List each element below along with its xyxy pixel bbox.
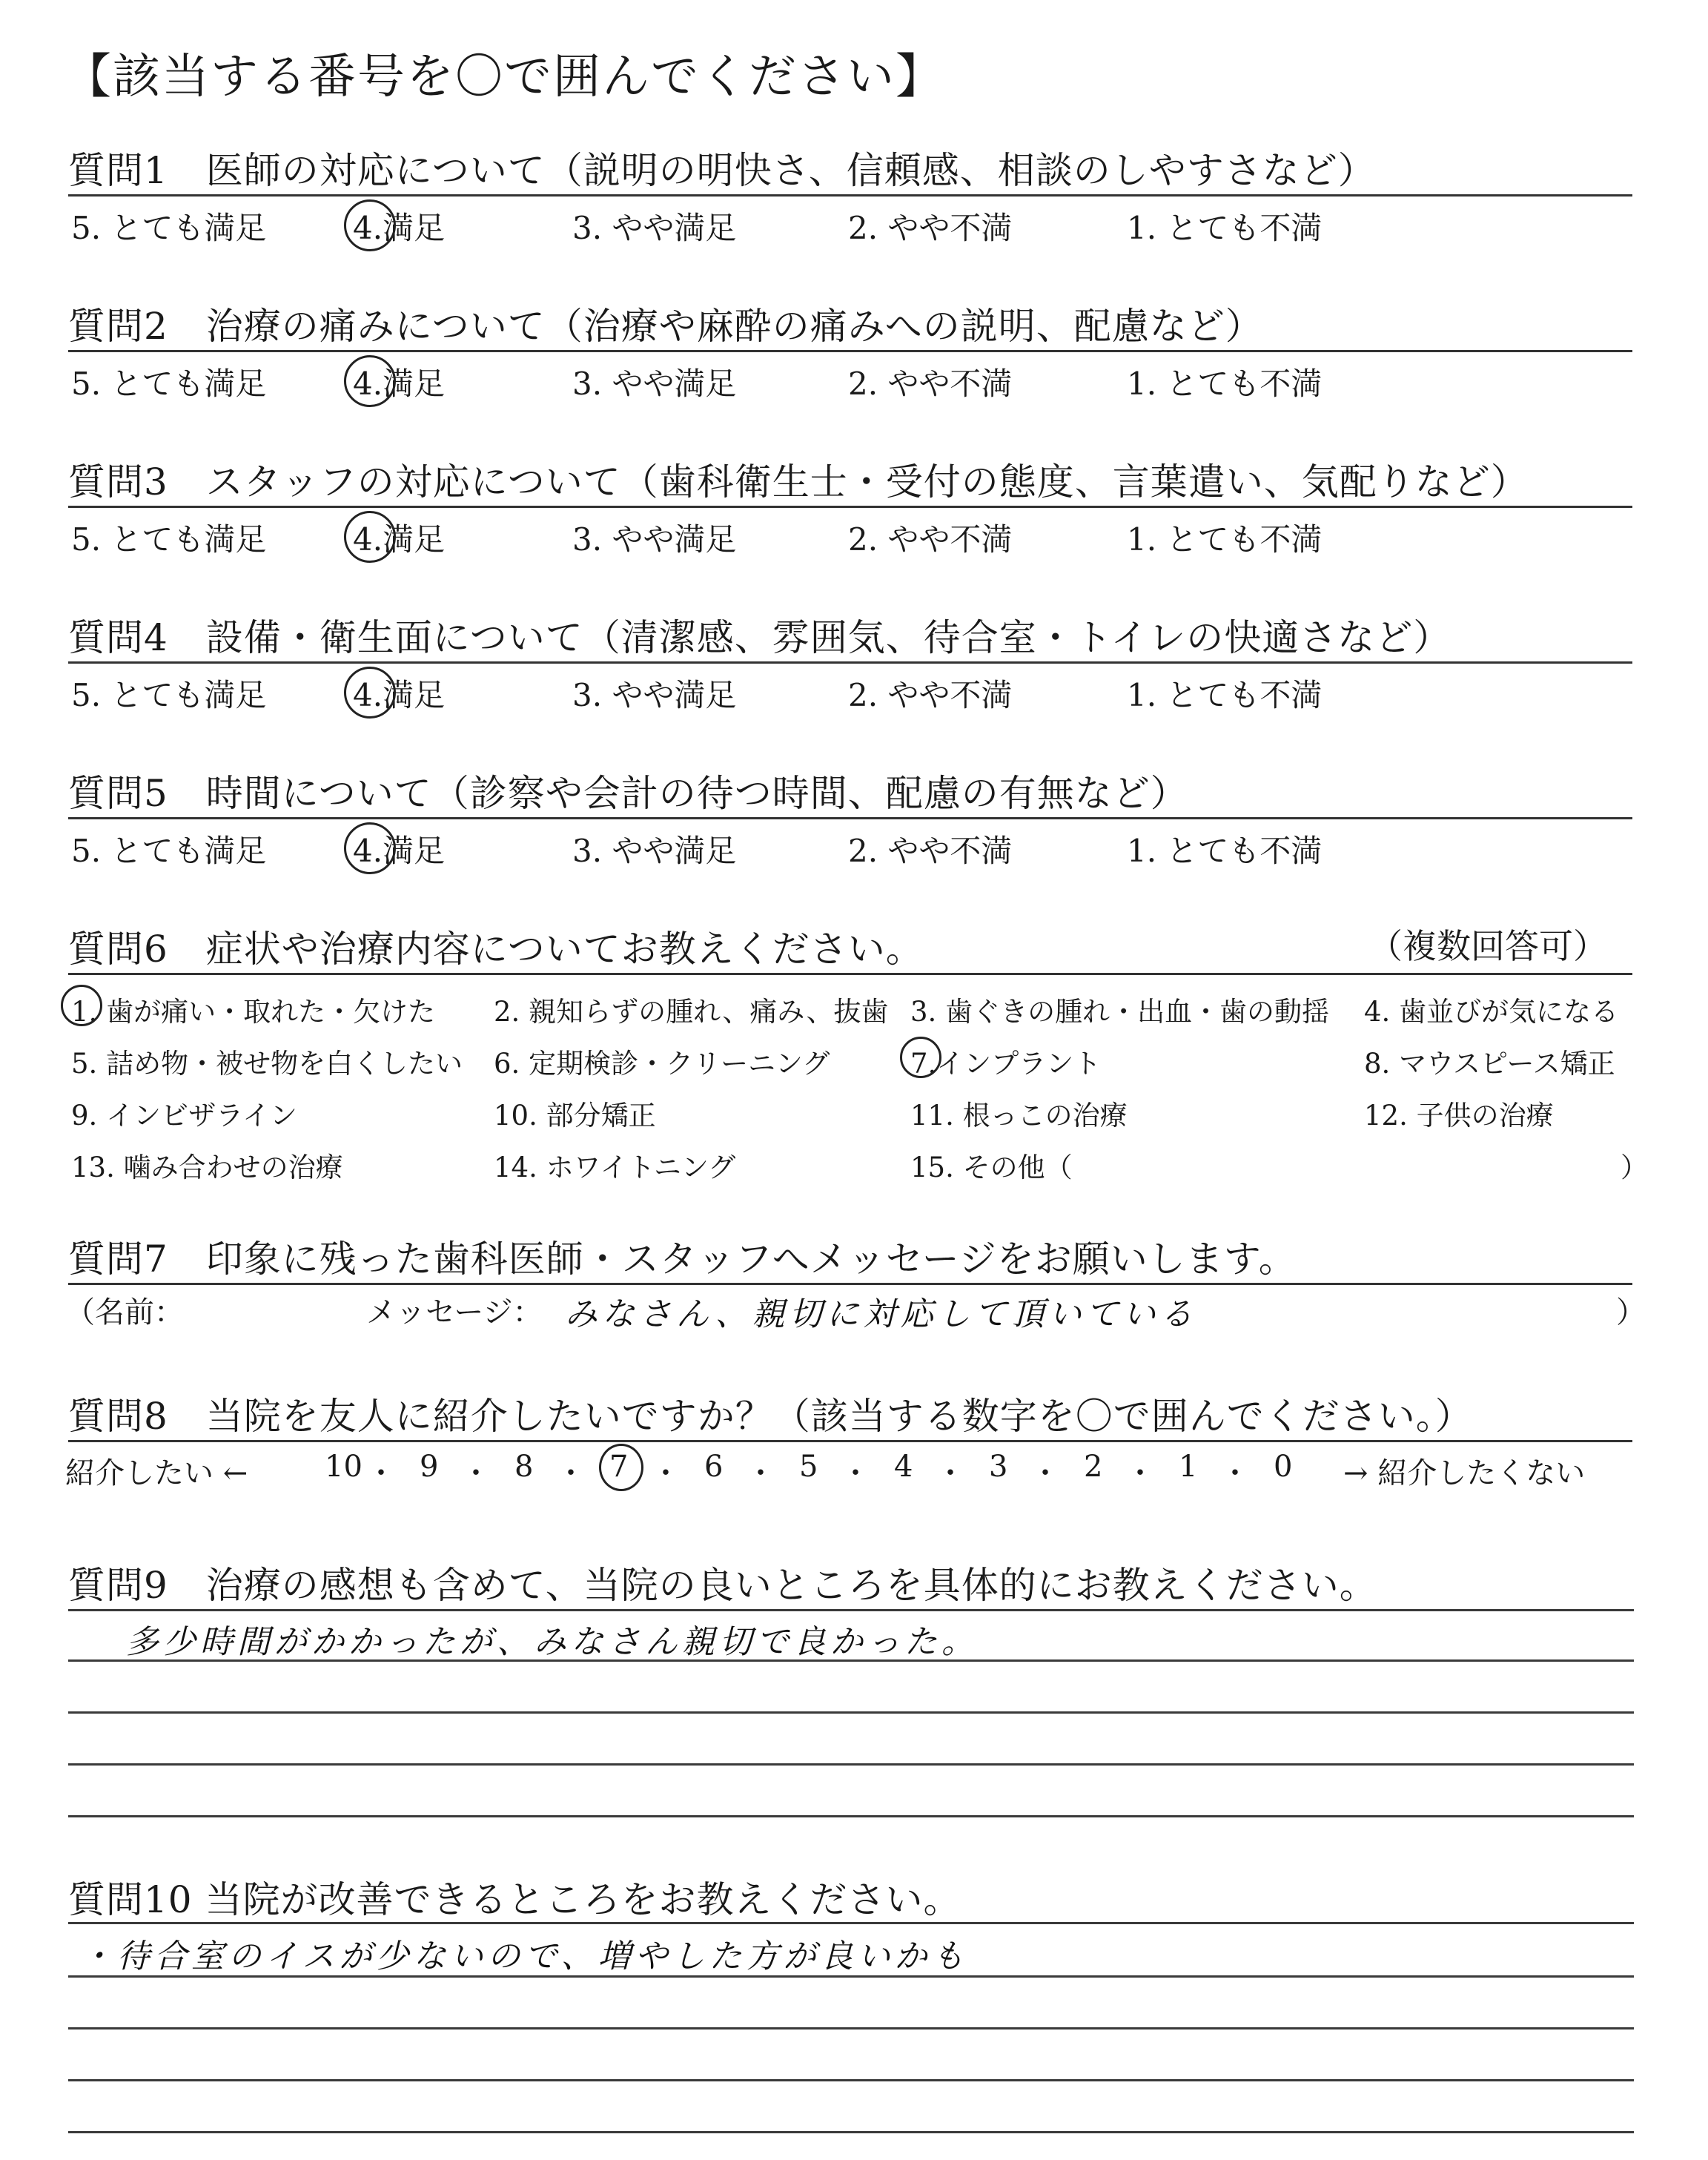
q6-option-6[interactable]: 6. 定期検診・クリーニング [494, 1048, 830, 1080]
q1-option-5[interactable]: 5. とても満足 [71, 210, 267, 246]
q9-line-1 [68, 1609, 1634, 1611]
q8-scale-dot: ・ [1125, 1456, 1155, 1490]
q2-option-4[interactable]: 4.満足 [353, 366, 446, 402]
q5-title: 質問5 時間について（診察や会計の待つ時間、配慮の有無など） [68, 772, 1188, 815]
q5-option-1[interactable]: 1. とても不満 [1127, 833, 1323, 869]
q8-scale-2[interactable]: 2 [1084, 1450, 1103, 1484]
q10-answer[interactable]: ・待合室のイスが少ないので、増やした方が良いかも [80, 1938, 969, 1975]
q4-option-1[interactable]: 1. とても不満 [1127, 677, 1323, 713]
q6-option-10[interactable]: 10. 部分矯正 [494, 1100, 656, 1132]
q8-scale-6[interactable]: 6 [704, 1450, 724, 1484]
q1-title: 質問1 医師の対応について（説明の明快さ、信頼感、相談のしやすさなど） [68, 149, 1376, 192]
q5-underline [68, 817, 1632, 819]
q3-option-2[interactable]: 2. やや不満 [848, 521, 1013, 558]
q5-option-3[interactable]: 3. やや満足 [572, 833, 737, 869]
q8-scale-dot: ・ [366, 1456, 396, 1490]
q8-scale-dot: ・ [1030, 1456, 1060, 1490]
q10-title: 質問10 当院が改善できるところをお教えください。 [68, 1878, 961, 1921]
q6-option-13[interactable]: 13. 噛み合わせの治療 [71, 1152, 343, 1183]
q9-answer[interactable]: 多少時間がかかったが、みなさん親切で良かった。 [126, 1623, 979, 1661]
q8-right-label: → 紹介したくない [1343, 1456, 1586, 1490]
q8-left-label: 紹介したい ← [65, 1456, 248, 1490]
q10-line-3 [68, 2027, 1634, 2029]
q8-scale-0[interactable]: 0 [1274, 1450, 1293, 1484]
q2-option-5[interactable]: 5. とても満足 [71, 366, 267, 402]
q6-option-11[interactable]: 11. 根っこの治療 [910, 1100, 1128, 1132]
q6-option-3[interactable]: 3. 歯ぐきの腫れ・出血・歯の動揺 [910, 996, 1330, 1028]
q2-selected-circle [344, 355, 396, 407]
q8-scale-7[interactable]: 7 [609, 1450, 629, 1484]
q10-line-4 [68, 2079, 1634, 2081]
q6-option-9[interactable]: 9. インビザライン [71, 1100, 297, 1132]
page-title: 【該当する番号を〇で囲んでください】 [64, 50, 944, 105]
q3-title: 質問3 スタッフの対応について（歯科衛生士・受付の態度、言葉遣い、気配りなど） [68, 460, 1529, 503]
q1-selected-circle [344, 199, 396, 251]
q10-line-2 [68, 1975, 1634, 1978]
q3-underline [68, 506, 1632, 508]
q6-option-4[interactable]: 4. 歯並びが気になる [1364, 996, 1619, 1028]
q6-option-5[interactable]: 5. 詰め物・被せ物を白くしたい [71, 1048, 463, 1080]
q8-scale-dot: ・ [556, 1456, 586, 1490]
q8-scale-row [65, 1450, 1637, 1494]
q8-scale-dot: ・ [746, 1456, 775, 1490]
q5-option-4[interactable]: 4.満足 [353, 833, 446, 869]
q3-option-1[interactable]: 1. とても不満 [1127, 521, 1323, 558]
q4-selected-circle [344, 667, 396, 719]
q8-underline [68, 1440, 1632, 1442]
q8-scale-9[interactable]: 9 [420, 1450, 439, 1484]
q4-option-2[interactable]: 2. やや不満 [848, 677, 1013, 713]
q9-line-2 [68, 1659, 1634, 1662]
q6-option-8[interactable]: 8. マウスピース矯正 [1364, 1048, 1615, 1080]
q6-option-12[interactable]: 12. 子供の治療 [1364, 1100, 1554, 1132]
q8-scale-8[interactable]: 8 [514, 1450, 534, 1484]
q8-scale-4[interactable]: 4 [894, 1450, 913, 1484]
q4-options [71, 671, 1635, 716]
q3-option-4[interactable]: 4.満足 [353, 521, 446, 558]
q5-selected-circle [344, 822, 396, 874]
q8-scale-5[interactable]: 5 [799, 1450, 818, 1484]
q8-scale-dot: ・ [936, 1456, 965, 1490]
q3-option-5[interactable]: 5. とても満足 [71, 521, 267, 558]
q6-underline [68, 973, 1632, 975]
q6-option-15[interactable]: 15. その他（ [910, 1152, 1073, 1183]
q6-option-1[interactable]: 1. 歯が痛い・取れた・欠けた [71, 996, 436, 1028]
q7-underline [68, 1283, 1632, 1285]
q9-line-3 [68, 1711, 1634, 1714]
q2-options [71, 360, 1635, 404]
q1-option-1[interactable]: 1. とても不満 [1127, 210, 1323, 246]
q2-option-1[interactable]: 1. とても不満 [1127, 366, 1323, 402]
q7-title: 質問7 印象に残った歯科医師・スタッフへメッセージをお願いします。 [68, 1238, 1297, 1281]
q6-other-close-paren: ） [1621, 1152, 1648, 1183]
q1-option-4[interactable]: 4.満足 [353, 210, 446, 246]
q7-message-row [65, 1289, 1646, 1333]
q6-multi-note: （複数回答可） [1368, 926, 1607, 966]
q2-title: 質問2 治療の痛みについて（治療や麻酔の痛みへの説明、配慮など） [68, 305, 1263, 348]
q8-selected-circle [599, 1444, 643, 1491]
q6-selected-circle-7 [900, 1037, 941, 1078]
q1-option-2[interactable]: 2. やや不満 [848, 210, 1013, 246]
q9-line-5 [68, 1815, 1634, 1817]
q10-line-1 [68, 1922, 1634, 1924]
q7-message-answer[interactable]: みなさん、親切に対応して頂いている [565, 1295, 1197, 1333]
q5-option-2[interactable]: 2. やや不満 [848, 833, 1013, 869]
q1-options [71, 204, 1635, 248]
q6-selected-circle-1 [61, 985, 102, 1026]
q10-line-5 [68, 2131, 1634, 2133]
q3-options [71, 515, 1635, 560]
q7-name-label: （名前： [65, 1295, 184, 1330]
q8-scale-dot: ・ [1220, 1456, 1250, 1490]
q8-scale-3[interactable]: 3 [989, 1450, 1008, 1484]
q7-message-label: メッセージ： [366, 1295, 543, 1330]
q9-title: 質問9 治療の感想も含めて、当院の良いところを具体的にお教えください。 [68, 1564, 1377, 1607]
q4-option-5[interactable]: 5. とても満足 [71, 677, 267, 713]
q9-line-4 [68, 1763, 1634, 1766]
q2-option-2[interactable]: 2. やや不満 [848, 366, 1013, 402]
q1-underline [68, 194, 1632, 196]
q1-option-3[interactable]: 3. やや満足 [572, 210, 737, 246]
q5-option-5[interactable]: 5. とても満足 [71, 833, 267, 869]
q3-selected-circle [344, 511, 396, 563]
q6-option-2[interactable]: 2. 親知らずの腫れ、痛み、抜歯 [494, 996, 889, 1028]
q2-option-3[interactable]: 3. やや満足 [572, 366, 737, 402]
q6-title: 質問6 症状や治療内容についてお教えください。 [68, 928, 924, 971]
q5-options [71, 827, 1635, 871]
q4-option-4[interactable]: 4.満足 [353, 677, 446, 713]
q8-scale-dot: ・ [841, 1456, 870, 1490]
q3-option-3[interactable]: 3. やや満足 [572, 521, 737, 558]
q8-scale-dot: ・ [461, 1456, 491, 1490]
q4-underline [68, 661, 1632, 664]
q8-scale-10[interactable]: 10 [325, 1450, 363, 1484]
q4-title: 質問4 設備・衛生面について（清潔感、雰囲気、待合室・トイレの快適さなど） [68, 616, 1452, 659]
q8-title: 質問8 当院を友人に紹介したいですか？（該当する数字を〇で囲んでください。） [68, 1395, 1473, 1438]
q7-close-paren: ） [1616, 1295, 1646, 1330]
q8-scale-dot: ・ [651, 1456, 681, 1490]
q6-option-7[interactable]: 7.インプラント [910, 1048, 1102, 1080]
q6-option-14[interactable]: 14. ホワイトニング [494, 1152, 736, 1183]
q2-underline [68, 350, 1632, 352]
q8-scale-1[interactable]: 1 [1179, 1450, 1198, 1484]
q4-option-3[interactable]: 3. やや満足 [572, 677, 737, 713]
